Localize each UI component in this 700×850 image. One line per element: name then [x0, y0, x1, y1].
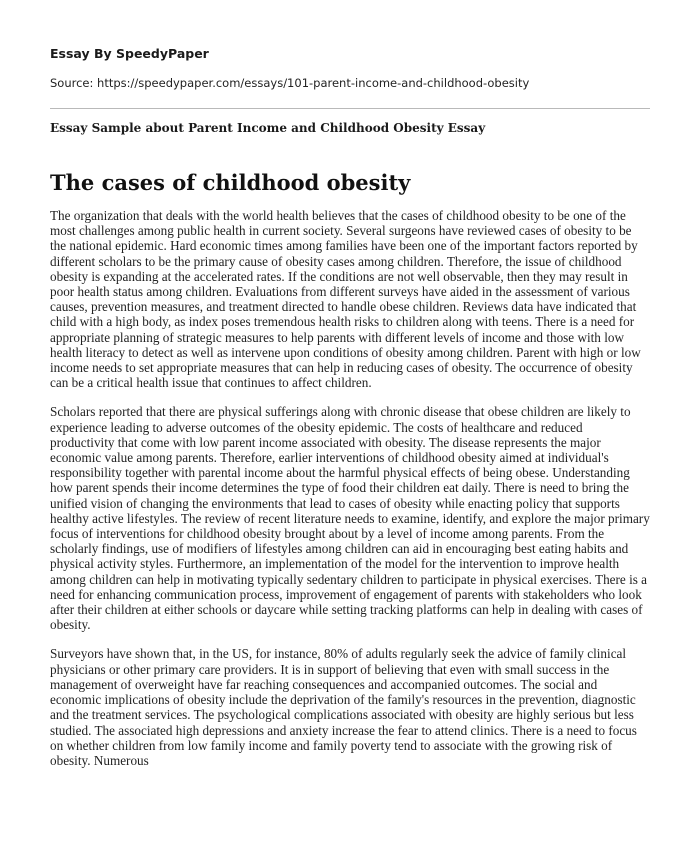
source-url-link[interactable]: https://speedypaper.com/essays/101-parent-income-and-childhood-obesity: [97, 76, 530, 90]
paragraph-1: The organization that deals with the world health believes that the cases of childhood obesity to be one of the most challenges among public health in current society. Several surgeons have reviewed cases of obesity to be the national epidemic. Hard economic times among families have been one of the important factors reported by different scholars to be the primary cause of obesity cases among children. Therefore, the issue of childhood obesity is expanding at the accelerated rates. If the conditions are not well observable, then they may result in poor health status among children. Evaluations from different surveys have aided in the assessment of various causes, prevention measures, and treatment directed to handle obese children. Reviews data have indicated that child with a high body, as index poses tremendous health risks to children along with teens. There is a need for appropriate planning of strategic measures to help parents with different levels of income and those with low health literacy to detect as well as intervene upon conditions of obesity among children. Parent with high or low income needs to set appropriate measures that can help in reducing cases of obesity. The occurrence of obesity can be a critical health issue that continues to affect children.: [50, 208, 641, 391]
paragraph-2: Scholars reported that there are physical sufferings along with chronic disease that obese children are likely to experience leading to adverse outcomes of the obesity epidemic. The costs of healthcare and reduced productivity that come with low parent income associated with obesity. The disease represents the major economic value among parents. Therefore, earlier interventions of childhood obesity aimed at individual's responsibility together with parental income about the harmful physical effects of being obese. Understanding how parent spends their income determines the type of food their children eat daily. There is need to bring the unified vision of changing the environments that lead to cases of obesity while enacting policy that supports healthy active lifestyles. The review of recent literature needs to examine, identify, and explore the major primary focus of interventions for childhood obesity brought about by a level of income among parents. From the scholarly findings, use of modifiers of lifestyles among children can aid in encouraging best eating habits and physical activity styles. Furthermore, an implementation of the model for the intervention to improve health among children can help in motivating typically sedentary children to participate in physical exercises. There is a need for enhancing communication process, improvement of engagement of parents with stakeholders who look after their children at either schools or daycare while setting tracking platforms can help in dealing with cases of obesity.: [50, 404, 650, 633]
article-body: [50, 208, 650, 782]
source-label: Source:: [50, 76, 94, 90]
brand-title: Essay By SpeedyPaper: [50, 46, 209, 61]
essay-title: Essay Sample about Parent Income and Childhood Obesity Essay: [50, 121, 486, 135]
article-heading: The cases of childhood obesity: [50, 170, 411, 195]
header-divider: [50, 108, 650, 109]
source-line: [50, 76, 529, 90]
paragraph-3: Surveyors have shown that, in the US, for instance, 80% of adults regularly seek the advice of family clinical physicians or other primary care providers. It is in support of believing that even with small success in the management of overweight have far reaching consequences and accompanied outcomes. The social and economic implications of obesity include the deprivation of the family's resources in the prevention, diagnostic and the treatment services. The psychological complications associated with obesity are highly serious but less studied. The associated high depressions and anxiety increase the fear to attend clinics. There is a need to focus on whether children from low family income and family poverty tend to associate with the growing risk of obesity. Numerous: [50, 646, 637, 768]
